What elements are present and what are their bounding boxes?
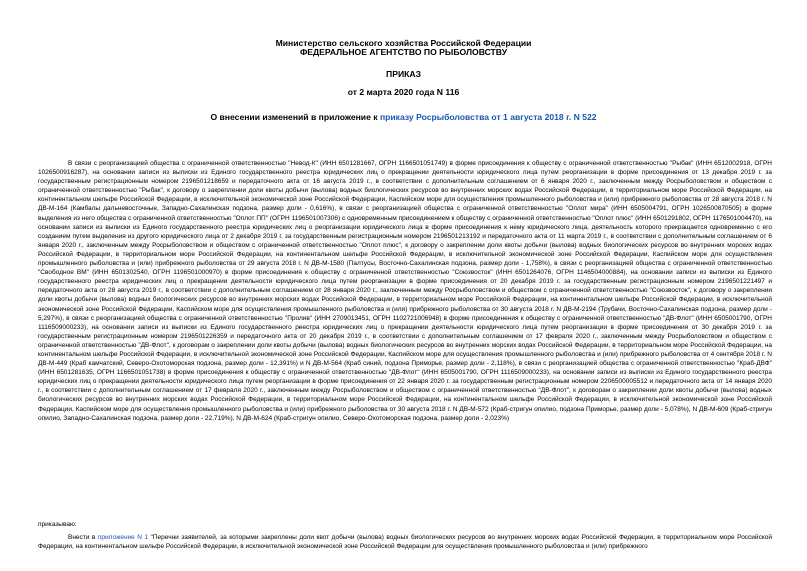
subject-link[interactable]: приказу Росрыболовства от 1 августа 2018 г. N 522 [379, 112, 597, 122]
point-1-text: "Перечни заявителей, за которыми закреплены доли квот добычи (вылова) водных биологических ресурсов во внутренних морских водах Российской Федерации, в территориальном море Российской Федерации, на континентальном шельфе Российской Федерации, в исключительной экономической зоне Российской Федерации для осуществления промышленного рыболовства и (или) прибрежного [38, 534, 772, 551]
ministry-name: Министерство сельского хозяйства Российской Федерации [275, 38, 532, 48]
document-subject [0, 112, 807, 122]
subject-prefix: О внесении изменений в приложение к [210, 112, 380, 122]
preamble [38, 159, 772, 423]
ordered-label: приказываю: [38, 521, 77, 528]
point-1-paragraph [38, 533, 772, 551]
point-1-prefix: Внести в [68, 534, 98, 541]
document-date: от 2 марта 2020 года N 116 [347, 87, 460, 97]
agency-name: ФЕДЕРАЛЬНОЕ АГЕНТСТВО ПО РЫБОЛОВСТВУ [299, 47, 508, 57]
document-type: ПРИКАЗ [386, 69, 421, 79]
preamble-paragraph: В связи с реорганизацией общества с ограниченной ответственностью "Невод-К" (ИНН 6501281667, ОГРН 1166501051749) в форме присоединения к обществу с ограниченной ответственностью "Рыбак" (ИНН 6512002918, ОГРН 1026500916287), на основании записи из выписки из Единого государственного реестра юридических лиц о прекращении деятельности юридического лица путем реорганизации в форме присоединения от 13 декабря 2019 г. за государственным регистрационным номером 2196501218659 и передаточного акта от 16 августа 2019 г., в соответствии с дополнительным соглашением от 6 января 2020 г., заключенным между Росрыболовством и обществом с ограниченной ответственностью "Рыбак", к договору о закреплении доли квоты добычи (вылова) водных биологических ресурсов во внутренних морских водах Российской Федерации, в территориальном море Российской Федерации, на континентальном шельфе Российской Федерации, в исключительной экономической зоне Российской Федерации, Каспийском море для осуществления промышленного рыболовства и (или) прибрежного рыболовства от 28 августа 2018 г. N ДВ-М-164 (Камбалы дальневосточные, Западно-Сахалинская подзона, размер доли - 0,616%), в связи с реорганизацией общества с ограниченной ответственностью "Оплот мира" (ИНН 6505004791, ОГРН 1026500870505) в форме выделения из него общества с ограниченной ответственностью "Оплот ПП" (ОГРН 1196501007306) с одновременным присоединением к обществу с ограниченной ответственностью "Оплот плюс" (ИНН 6501291802, ОГРН 1176501004470), на основании записи из выписки из Единого государственного реестра юридических лиц о реорганизации юридического лица в форме присоединения к нему юридического лица, деятельность которого прекращается одновременно с его созданием путем выделения из другого юридического лица от 2 декабря 2019 г. за государственным регистрационным номером 2196501213192 и передаточного акта от 11 марта 2019 г., в соответствии с дополнительным соглашением от 6 января 2020 г., заключенным между Росрыболовством и обществом с ограниченной ответственностью "Оплот плюс", к договору о закреплении доли квоты добычи (вылова) водных биологических ресурсов во внутренних морских водах Российской Федерации, в территориальном море Российской Федерации, на континентальном шельфе Российской Федерации, в исключительной экономической зоне Российской Федерации, Каспийском море для осуществления промышленного рыболовства и (или) прибрежного рыболовства от 29 августа 2018 г. N ДВ-М-1580 (Палтусы, Восточно-Сахалинская подзона, размер доли - 1,758%), в связи с реорганизацией общества с ограниченной ответственностью "Свободное ВМ" (ИНН 6501302540, ОГРН 1196501000970) в форме присоединения к обществу с ограниченной ответственностью "Союзвосток" (ИНН 6501264076, ОГРН 1146504000884), на основании записи из выписки из Единого государственного реестра юридических лиц о прекращении деятельности юридического лица путем реорганизации в форме присоединения от 20 декабря 2019 г. за государственным регистрационным номером 2196501221497 и передаточного акта от 28 августа 2019 г., в соответствии с дополнительным соглашением от 28 января 2020 г., заключенным между Росрыболовством и обществом с ограниченной ответственностью "Союзвосток", к договору о закреплении доли квоты добычи (вылова) водных биологических ресурсов во внутренних морских водах Российской Федерации, в территориальном море Российской Федерации, на континентальном шельфе Российской Федерации, в исключительной экономической зоне Российской Федерации, Каспийском море для осуществления промышленного рыболовства и (или) прибрежного рыболовства от 30 августа 2018 г. N ДВ-М-2194 (Трубачи, Восточно-Сахалинская подзона, размер доли - 5,297%), в связи с реорганизацией общества с ограниченной ответственностью "Пролив" (ИНН 2709013451, ОГРН 1102721006948) в форме присоединения к обществу с ограниченной ответственностью "ДВ-Флот" (ИНН 6505001790, ОГРН 1116509000233), на основании записи из выписки из Единого государственного реестра юридических лиц о прекращении деятельности юридического лица путем реорганизации в форме присоединения от 30 декабря 2019 г. за государственным регистрационным номером 2196501226359 и передаточного акта от 20 декабря 2019 г., в соответствии с дополнительным соглашением от 17 февраля 2020 г., заключенным между Росрыболовством и обществом с ограниченной ответственностью "ДВ-Флот", к договорам о закреплении доли квоты добычи (вылова) водных биологических ресурсов во внутренних морских водах Российской Федерации, в территориальном море Российской Федерации, на континентальном шельфе Российской Федерации, в исключительной экономической зоне Российской Федерации, Каспийском море для осуществления промышленного рыболовства и (или) прибрежного рыболовства от 4 сентября 2018 г. N ДВ-М-449 (Краб камчатский, Северо-Охотоморская подзона, размер доли - 12,391%) и N ДВ-М-564 (Краб синий, подзона Приморье, размер доли - 2,118%), в связи с реорганизацией общества с ограниченной ответственностью "Краб-ДВФ" (ИНН 6501281635, ОГРН 1166501051738) в форме присоединения к обществу с ограниченной ответственностью "ДВ-Флот" (ИНН 6505001790, ОГРН 1116509000233), на основании записи из выписки из Единого государственного реестра юридических лиц о прекращении деятельности юридического лица путем реорганизации в форме присоединения от 22 января 2020 г. за государственным регистрационным номером 2206500005512 и передаточного акта от 14 января 2020 г., в соответствии с дополнительным соглашением от 17 февраля 2020 г., заключенным между Росрыболовством и обществом с ограниченной ответственностью "ДВ-Флот", к договорам о закреплении доли квоты добычи (вылова) водных биологических ресурсов во внутренних морских водах Российской Федерации, в территориальном море Российской Федерации, на континентальном шельфе Российской Федерации, в исключительной экономической зоне Российской Федерации, Каспийском море для осуществления промышленного рыболовства и (или) прибрежного рыболовства от 30 августа 2018 г. N ДВ-М-572 (Краб-стригун опилио, подзона Приморье, размер доли - 5,078%), N ДВ-М-609 (Краб-стригун опилио, Западно-Сахалинская подзона, размер доли - 22,719%), N ДВ-М-624 (Краб-стригун опилио, Северо-Охотоморская подзона, размер доли - 2,023%) [38, 160, 772, 422]
point-1 [38, 533, 772, 551]
appendix-1-link[interactable]: приложение N 1 [97, 534, 149, 541]
